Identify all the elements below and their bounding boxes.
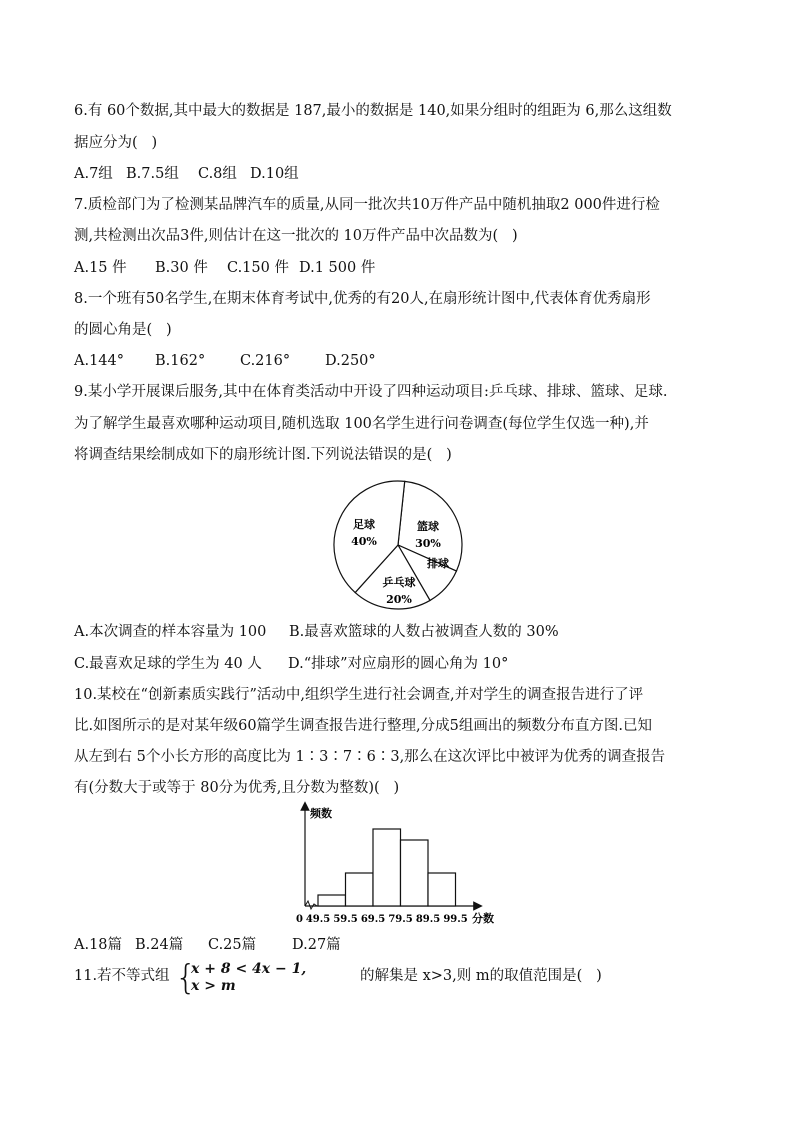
q9-options-ab (74, 622, 559, 642)
q6-option-b: B.7.5组 (126, 166, 179, 182)
q6-option-d: D.10组 (250, 166, 299, 182)
q10-option-c: C.25篇 (208, 937, 257, 953)
q7-option-b: B.30 件 (155, 260, 208, 276)
q10-stem-line3: 从左到右 5个小长方形的高度比为 1∶3∶7∶6∶3,那么在这次评比中被评为优秀的调查报告 (74, 749, 666, 765)
q9-stem-line1: 9.某小学开展课后服务,其中在体育类活动中开设了四种运动项目:乒乓球、排球、篮球、足球. (74, 384, 668, 400)
q8-option-d: D.250° (325, 353, 376, 369)
q6-option-c: C.8组 (198, 166, 237, 182)
pie-percent-3: 20% (386, 593, 412, 606)
q9-stem-line3: 将调查结果绘制成如下的扇形统计图.下列说法错误的是( ) (74, 447, 452, 463)
q9-option-c: C.最喜欢足球的学生为 40 人 (74, 656, 262, 672)
q11-stem (74, 958, 602, 998)
pie-percent-0: 40% (351, 535, 377, 548)
q9-option-d: D.“排球”对应扇形的圆心角为 10° (288, 656, 509, 672)
pie-label-3: 乒乓球 (382, 576, 416, 589)
inequality-2: x > m (191, 978, 236, 994)
histogram-bar (401, 840, 429, 906)
q8-option-b: B.162° (155, 353, 206, 369)
inequality-system (191, 961, 306, 995)
q7-option-c: C.150 件 (227, 260, 289, 276)
system-brace: { (175, 958, 197, 998)
q10-stem-line1: 10.某校在“创新素质实践行”活动中,组织学生进行社会调查,并对学生的调查报告进行了评 (74, 687, 644, 703)
q8-option-c: C.216° (240, 353, 291, 369)
y-axis-label: 频数 (310, 807, 332, 820)
histogram-bar (428, 873, 456, 906)
q8-option-a: A.144° (74, 353, 125, 369)
q8-options (74, 351, 376, 371)
q9-option-b: B.最喜欢篮球的人数占被调查人数的 30% (289, 624, 559, 640)
q6-stem-line1: 6.有 60个数据,其中最大的数据是 187,最小的数据是 140,如果分组时的组距为 6,那么这组数 (74, 103, 672, 119)
inequality-1: x + 8 < 4x − 1, (191, 961, 307, 977)
q11-suffix: 的解集是 x>3,则 m的取值范围是( ) (360, 968, 602, 984)
q8-stem-line1: 8.一个班有50名学生,在期末体育考试中,优秀的有20人,在扇形统计图中,代表体育优秀扇形 (74, 291, 651, 307)
q6-option-a: A.7组 (74, 166, 113, 182)
x-tick-label: 69.5 (360, 914, 386, 925)
q7-option-a: A.15 件 (74, 260, 127, 276)
q8-stem-line2: 的圆心角是( ) (74, 322, 172, 338)
pie-chart (330, 478, 466, 612)
q7-stem-line2: 测,共检测出次品3件,则估计在这一批次的 10万件产品中次品数为( ) (74, 228, 518, 244)
q9-options-cd (74, 654, 508, 674)
pie-percent-1: 30% (415, 537, 441, 550)
q7-option-d: D.1 500 件 (299, 260, 376, 276)
q7-options (74, 258, 375, 278)
x-tick-label: 79.5 (388, 914, 413, 925)
histogram-bar (346, 873, 374, 906)
q7-stem-line1: 7.质检部门为了检测某品牌汽车的质量,从同一批次共10万件产品中随机抽取2 000件进行检 (74, 197, 660, 213)
histogram-bar (373, 829, 401, 906)
origin-label: 0 (296, 914, 303, 925)
q11-prefix: 11.若不等式组 (74, 968, 170, 984)
histogram-chart (292, 800, 502, 930)
q9-stem-line2: 为了解学生最喜欢哪种运动项目,随机选取 100名学生进行问卷调查(每位学生仅选一种),并 (74, 416, 649, 432)
q10-option-d: D.27篇 (292, 937, 341, 953)
x-tick-label: 59.5 (333, 914, 358, 925)
q10-stem-line4: 有(分数大于或等于 80分为优秀,且分数为整数)( ) (74, 780, 400, 796)
q10-options (74, 935, 341, 955)
q6-options (74, 164, 299, 184)
axis-break (305, 901, 317, 909)
x-tick-label: 89.5 (415, 914, 441, 925)
pie-label-2: 排球 (427, 557, 449, 570)
q6-stem-line2: 据应分为( ) (74, 135, 158, 151)
x-tick-label: 99.5 (443, 914, 468, 925)
q9-option-a: A.本次调查的样本容量为 100 (74, 624, 267, 640)
pie-label-1: 篮球 (417, 520, 439, 533)
q10-option-a: A.18篇 (74, 937, 123, 953)
q10-stem-line2: 比.如图所示的是对某年级60篇学生调查报告进行整理,分成5组画出的频数分布直方图.已知 (74, 718, 653, 734)
x-tick-label: 49.5 (305, 914, 331, 925)
histogram-bar (318, 895, 346, 906)
x-axis-label: 分数 (472, 912, 494, 925)
pie-label-0: 足球 (353, 518, 375, 531)
q10-option-b: B.24篇 (135, 937, 184, 953)
